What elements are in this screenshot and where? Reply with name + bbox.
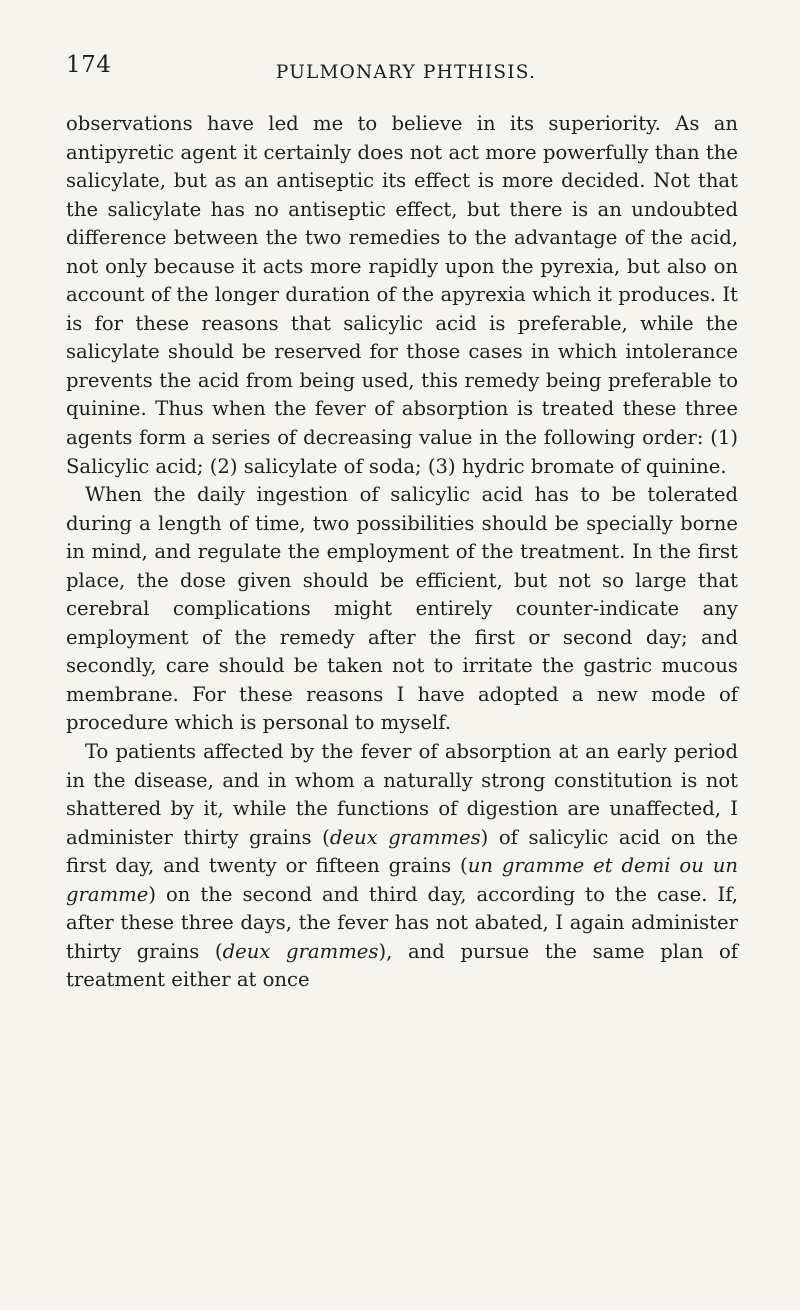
paragraph-3 <box>66 738 738 995</box>
italic-phrase-deux-grammes: deux grammes <box>329 825 481 849</box>
page-header <box>66 52 746 92</box>
paragraph-3-text-c: ) on the second and third day, according to the case. If, after these three days, the fever has not abated, I again administer thirty grains ( <box>66 882 738 963</box>
italic-phrase-deux-grammes-2: deux grammes <box>222 939 379 963</box>
italic-phrase-un-gramme: un gramme et demi ou un gramme <box>66 854 738 906</box>
page-number: 174 <box>66 52 112 78</box>
paragraph-1 <box>66 110 738 481</box>
paragraph-3-text-b: ) of salicylic acid on the first day, and twenty or fifteen grains ( <box>66 825 739 878</box>
paragraph-3-text-d: ), and pursue the same plan of treatment either at once <box>66 939 739 992</box>
paragraph-3-text-a: To patients affected by the fever of absorption at an early period in the disease, and in whom a naturally strong constitution is not shattered by it, while the functions of digestion are unaffected, I administer thirty grains ( <box>66 740 738 849</box>
running-head: PULMONARY PHTHISIS. <box>275 62 537 83</box>
paragraph-1-text: observations have led me to believe in its superiority. As an antipyretic agent it certainly does not act more powerfully than the salicylate, but as an antiseptic its effect is more decided. Not that the salicylate has no antiseptic effect, but there is an undoubted difference between the two remedies to the advantage of the acid, not only because it acts more rapidly upon the pyrexia, but also on account of the longer duration of the apyrexia which it produces. It is for these reasons that salicylic acid is preferable, while the salicylate should be reserved for those cases in which intolerance prevents the acid from being used, this remedy being preferable to quinine. Thus when the fever of absorption is treated these three agents form a series of decreasing value in the following order: (1) Salicylic acid; (2) salicylate of soda; (3) hydric bromate of quinine. <box>66 112 738 478</box>
paragraph-2-text: When the daily ingestion of salicylic acid has to be tolerated during a length of time, two possibilities should be specially borne in mind, and regulate the employment of the treatment. In the first place, the dose given should be efficient, but not so large that cerebral complications might entirely counter-indicate any employment of the remedy after the first or second day; and secondly, care should be taken not to irritate the gastric mucous membrane. For these reasons I have adopted a new mode of procedure which is personal to myself. <box>66 483 738 735</box>
body-text <box>66 110 738 995</box>
paragraph-2 <box>66 481 738 738</box>
